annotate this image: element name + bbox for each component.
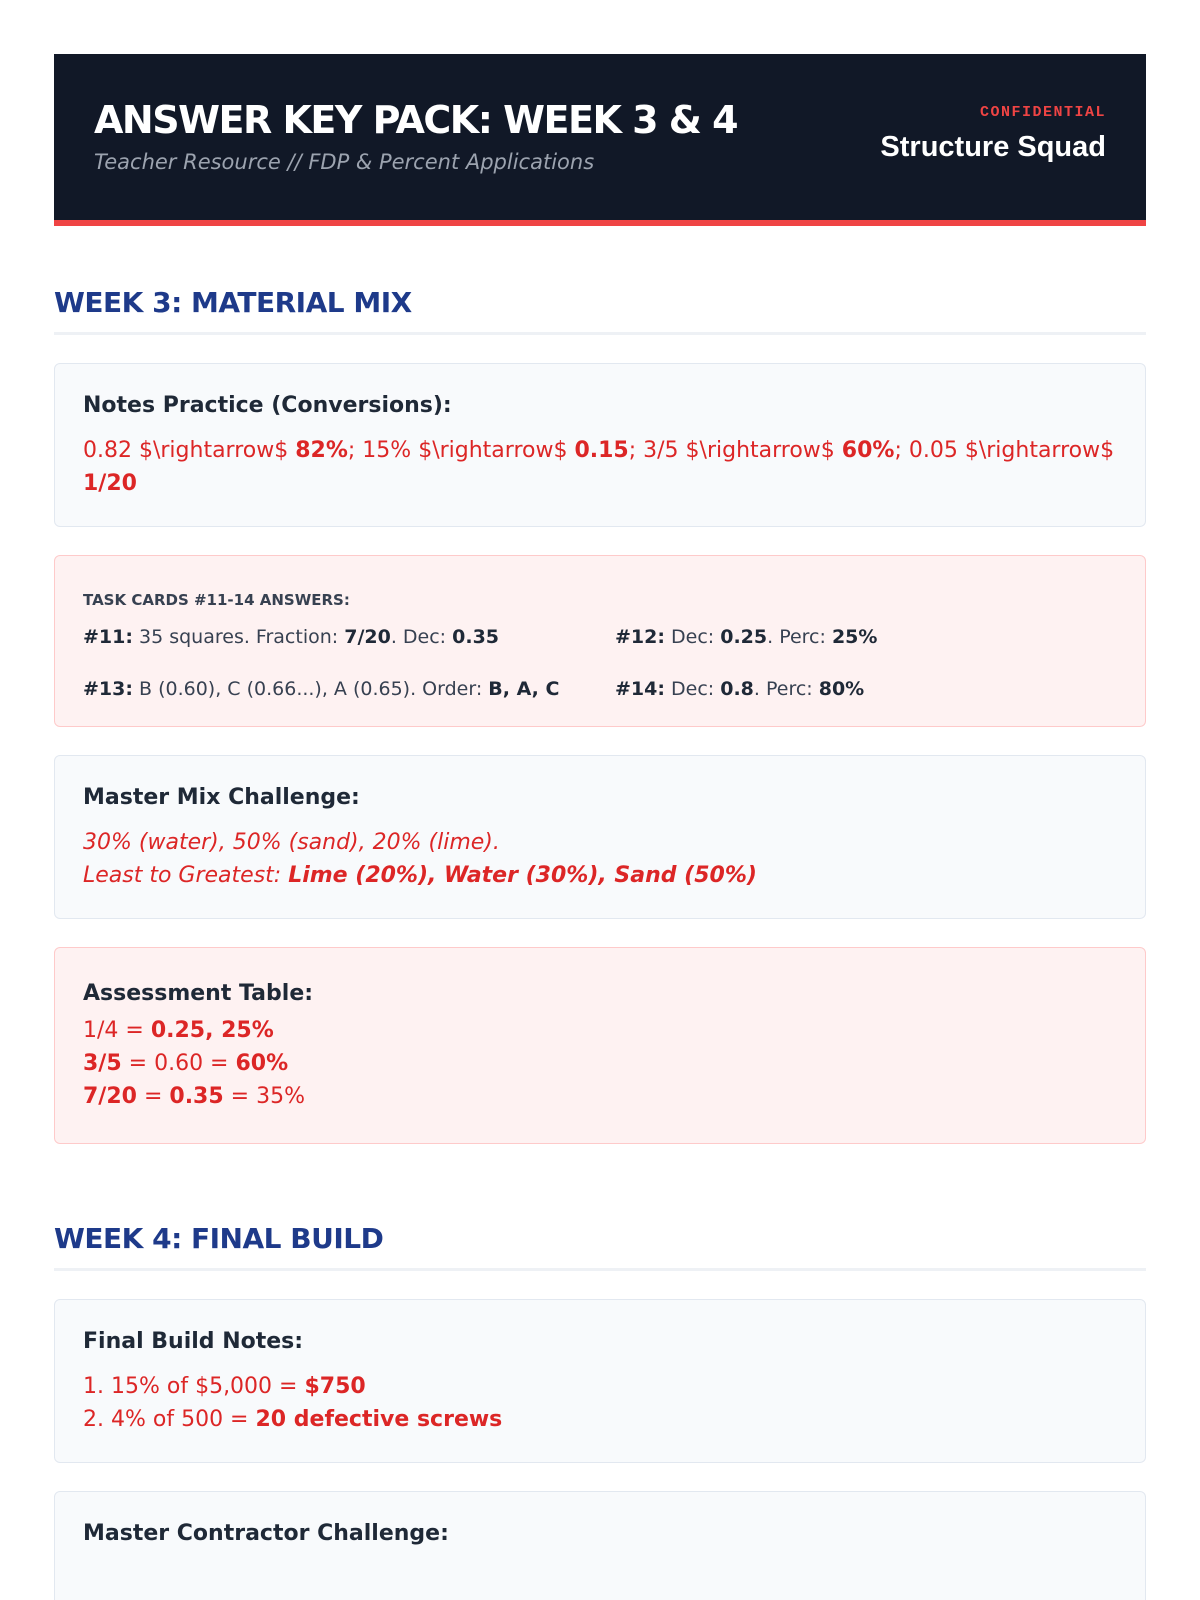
master-contractor-title: Master Contractor Challenge: xyxy=(83,1521,449,1546)
assessment-row-3-fraction: 7/20 xyxy=(83,1084,137,1109)
assessment-row-1-fraction: 1/4 xyxy=(83,1018,119,1043)
task-card-11-num: #11: xyxy=(83,626,133,648)
task-card-11-text-2: . Dec: xyxy=(390,626,453,648)
week3-heading: WEEK 3: MATERIAL MIX xyxy=(54,286,1146,335)
notes-practice-answers xyxy=(83,434,1117,500)
assessment-row-2-fraction: 3/5 xyxy=(83,1051,122,1076)
conversion-3-from: ; 3/5 $\rightarrow$ xyxy=(628,438,842,463)
master-mix-order: Lime (20%), Water (30%), Sand (50%) xyxy=(288,863,757,888)
master-mix-order-label: Least to Greatest: xyxy=(83,863,289,888)
assessment-row-2-eq: = xyxy=(121,1051,155,1076)
notes-practice-card xyxy=(54,363,1146,527)
task-card-14-text-2: . Perc: xyxy=(753,678,819,700)
conversion-2-from: ; 15% $\rightarrow$ xyxy=(347,438,575,463)
assessment-row-2 xyxy=(83,1047,1117,1080)
assessment-row-2-decimal: 0.60 xyxy=(154,1051,204,1076)
task-card-14 xyxy=(615,678,1117,700)
task-card-11-fraction: 7/20 xyxy=(344,626,391,648)
task-card-12 xyxy=(615,626,1117,648)
task-card-12-decimal: 0.25 xyxy=(720,626,768,648)
master-mix-line-2 xyxy=(83,859,1117,892)
assessment-row-3 xyxy=(83,1080,1117,1113)
task-card-14-percent: 80% xyxy=(818,678,865,700)
master-contractor-card xyxy=(54,1491,1146,1600)
assessment-title: Assessment Table: xyxy=(83,981,314,1006)
header-banner xyxy=(54,54,1146,226)
confidential-label: CONFIDENTIAL xyxy=(979,104,1106,121)
conversion-1-from: 0.82 $\rightarrow$ xyxy=(83,438,296,463)
page-subtitle: Teacher Resource // FDP & Percent Applications xyxy=(94,150,595,174)
master-mix-line-1: 30% (water), 50% (sand), 20% (lime). xyxy=(83,830,500,855)
master-mix-title: Master Mix Challenge: xyxy=(83,785,360,810)
task-cards-card xyxy=(54,555,1146,727)
task-card-14-decimal: 0.8 xyxy=(720,678,754,700)
task-cards-title: TASK CARDS #11-14 ANSWERS: xyxy=(83,591,350,609)
final-build-line-2-answer: 20 defective screws xyxy=(255,1407,503,1432)
assessment-row-3-percent: 35% xyxy=(256,1084,305,1109)
master-mix-card xyxy=(54,755,1146,919)
task-card-11-decimal: 0.35 xyxy=(452,626,500,648)
master-mix-answers xyxy=(83,826,1117,892)
conversion-4-to: 1/20 xyxy=(83,471,137,496)
notes-practice-title: Notes Practice (Conversions): xyxy=(83,393,452,418)
assessment-row-2-eq-2: = xyxy=(203,1051,236,1076)
task-cards-grid xyxy=(83,626,1117,700)
page-title: ANSWER KEY PACK: WEEK 3 & 4 xyxy=(94,98,738,142)
task-card-13-text: B (0.60), C (0.66...), A (0.65). Order: xyxy=(132,678,489,700)
week4-heading: WEEK 4: FINAL BUILD xyxy=(54,1222,1146,1271)
task-card-13 xyxy=(83,678,615,700)
task-card-14-text: Dec: xyxy=(664,678,721,700)
final-build-line-2-text: 2. 4% of 500 = xyxy=(83,1407,256,1432)
task-card-13-order: B, A, C xyxy=(488,678,560,700)
final-build-notes-answers xyxy=(83,1370,1117,1436)
team-name: Structure Squad xyxy=(880,131,1106,163)
task-card-12-text: Dec: xyxy=(664,626,721,648)
assessment-rows xyxy=(83,1014,1117,1113)
final-build-notes-title: Final Build Notes: xyxy=(83,1329,304,1354)
final-build-line-1-answer: $750 xyxy=(304,1374,366,1399)
task-card-11-text: 35 squares. Fraction: xyxy=(132,626,345,648)
header-right xyxy=(880,104,1106,164)
assessment-table-card xyxy=(54,947,1146,1144)
task-card-12-percent: 25% xyxy=(831,626,878,648)
conversion-3-to: 60% xyxy=(841,438,895,463)
assessment-row-1 xyxy=(83,1014,1117,1047)
conversion-2-to: 0.15 xyxy=(574,438,629,463)
task-card-11 xyxy=(83,626,615,648)
conversion-4-from: ; 0.05 $\rightarrow$ xyxy=(894,438,1115,463)
assessment-row-3-eq: = xyxy=(136,1084,170,1109)
task-card-12-text-2: . Perc: xyxy=(767,626,832,648)
assessment-row-3-decimal: 0.35 xyxy=(169,1084,224,1109)
assessment-row-1-eq: = xyxy=(118,1018,151,1043)
final-build-line-1 xyxy=(83,1370,1117,1403)
assessment-row-2-percent: 60% xyxy=(235,1051,289,1076)
task-card-13-num: #13: xyxy=(83,678,133,700)
final-build-line-1-text: 1. 15% of $5,000 = xyxy=(83,1374,305,1399)
conversion-1-to: 82% xyxy=(295,438,348,463)
assessment-row-1-answer: 0.25, 25% xyxy=(150,1018,274,1043)
task-card-14-num: #14: xyxy=(615,678,665,700)
task-card-12-num: #12: xyxy=(615,626,665,648)
assessment-row-3-eq-2: = xyxy=(223,1084,257,1109)
final-build-notes-card xyxy=(54,1299,1146,1463)
final-build-line-2 xyxy=(83,1403,1117,1436)
